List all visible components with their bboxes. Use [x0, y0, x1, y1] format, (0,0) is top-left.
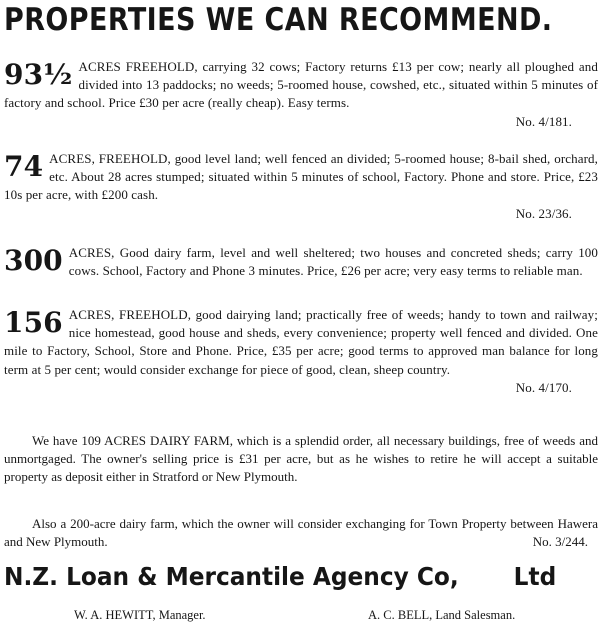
listing-300-acres — [4, 244, 598, 280]
listing-reference: No. 4/181. — [515, 113, 572, 129]
agency-title: N.Z. Loan & Mercantile Agency Co, — [4, 562, 459, 591]
listing-description: ACRES, FREEHOLD, good level land; well fenced an divided; 5-roomed house; 8-bail shed, orchard, etc. About 28 acres stumped; situated within 5 minutes of school, Factory. Phone and store. Price, £23 10s per acre, with £200 cash. — [4, 151, 598, 203]
salesman-credit: A. C. BELL, Land Salesman. — [368, 608, 516, 622]
listing-reference: No. 23/36. — [515, 205, 572, 221]
listing-156-acres — [4, 306, 598, 397]
manager-credit: W. A. HEWITT, Manager. — [74, 608, 206, 622]
listing-acreage: 156 — [4, 306, 63, 339]
exchange-paragraph — [4, 515, 598, 551]
listing-description: ACRES, Good dairy farm, level and well sheltered; two houses and concreted sheds; carry 100 cows. School, Factory and Phone 3 minutes. Price, £26 per acre; very easy terms to reliable man. — [68, 245, 598, 279]
listing-93-acres — [4, 58, 598, 131]
listing-acreage: 74 — [4, 150, 44, 183]
listing-description: ACRES FREEHOLD, carrying 32 cows; Factory returns £13 per cow; nearly all ploughed and divided into 13 paddocks; no weeds; 5-roomed house, cowshed, etc., situated within 5 minutes of factory and school. Price £30 per acre (really cheap). Easy terms. — [4, 59, 598, 111]
agency-name — [4, 562, 560, 592]
listing-acreage: 300 — [4, 244, 63, 277]
listing-acreage: 93½ — [4, 58, 73, 91]
listing-description: ACRES, FREEHOLD, good dairying land; practically free of weeds; handy to town and railway; nice homestead, good house and sheds, every convenience; property well fenced and divided. One mile to Factory, School, Store and Phone. Price, £35 per acre; good terms to approved man balance for long term at 5 per cent; would consider exchange for piece of good, clean, sheep country. — [4, 307, 598, 377]
exchange-text: Also a 200-acre dairy farm, which the owner will consider exchanging for Town Property between Hawera and New Plymouth. — [4, 516, 598, 550]
listing-reference: No. 4/170. — [515, 379, 572, 395]
dairy-farm-paragraph: We have 109 ACRES DAIRY FARM, which is a splendid order, all necessary buildings, free of weeds and unmortgaged. The owner's selling price is £31 per acre, but as he wishes to retire he will accept a suitable property as deposit either in Stratford or New Plymouth. — [4, 433, 598, 485]
listing-74-acres — [4, 150, 598, 223]
exchange-reference: No. 3/244. — [532, 534, 588, 550]
headline: PROPERTIES WE CAN RECOMMEND. — [4, 2, 553, 38]
agency-suffix: Ltd — [513, 562, 557, 591]
